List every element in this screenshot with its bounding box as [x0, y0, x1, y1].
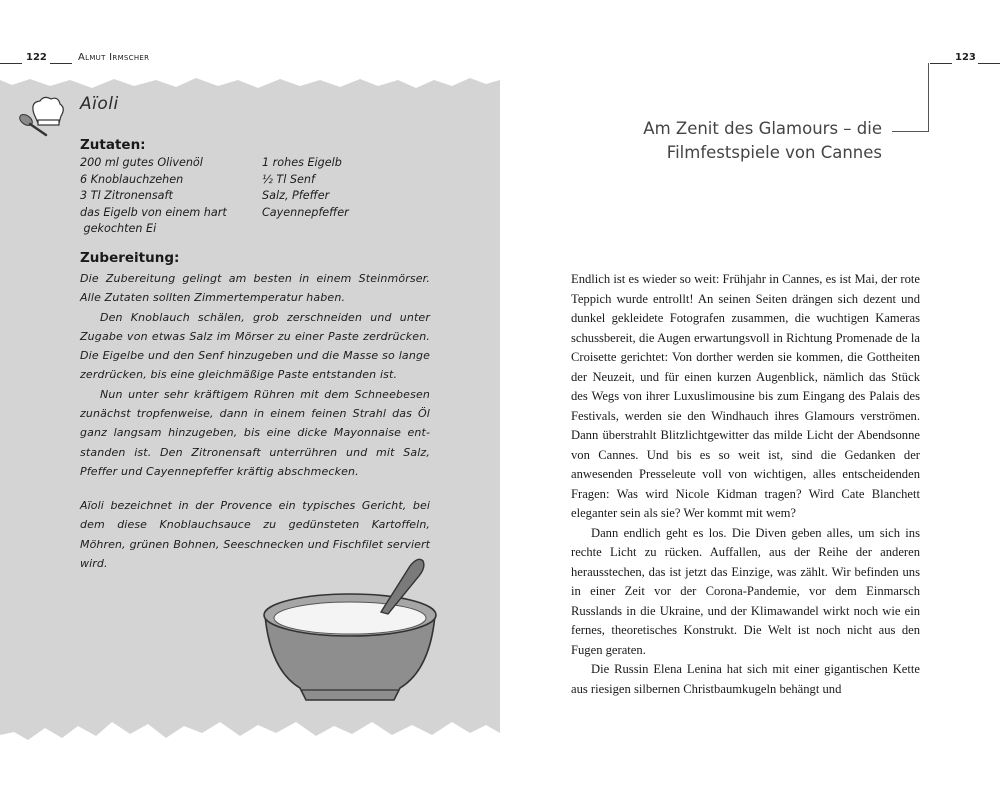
ingredient-item: Cayennepfeffer: [262, 205, 349, 219]
preparation-text: [80, 269, 430, 481]
ingredient-item: gekochten Ei: [80, 222, 157, 235]
ingredients-list-right: [262, 155, 349, 221]
ingredient-item: ½ Tl Senf: [262, 172, 315, 186]
ingredient-item: Salz, Pfeffer: [262, 189, 330, 202]
page-number-left: 122: [26, 52, 47, 63]
ingredient-item: das Eigelb von einem hart: [80, 205, 227, 219]
ingredients-heading: Zutaten:: [80, 137, 146, 153]
ingredient-item: 6 Knoblauchzehen: [80, 172, 184, 186]
recipe-note: Aïoli bezeichnet in der Provence ein typisches Gericht, bei dem diese Knoblauchsauce zu gedünsteten Kartoffeln, Möhren, grünen Bohnen, Seeschnecken und Fischfilet serviert wird.: [80, 499, 430, 570]
header-rule-right-a: [930, 63, 952, 64]
header-rule-right-b: [978, 63, 1000, 64]
ingredients-list-left: [80, 155, 227, 238]
preparation-paragraph: Die Zubereitung gelingt am besten in einem Steinmörser. Alle Zutaten sollten Zimmertemperatur haben.: [80, 272, 430, 305]
preparation-paragraph: Nun unter sehr kräftigem Rühren mit dem Schneebesen zunächst tropfenweise, dann in einem feinen Strahl das Öl ganz langsam hinzugeben, bis eine dicke Mayonnaise entstanden ist. Den Zitronensaft unterrühren und mit Salz, Pfeffer und Cayennepfeffer kräftig abschmecken.: [80, 387, 430, 478]
body-paragraph: Endlich ist es wieder so weit: Frühjahr in Cannes, es ist Mai, der rote Teppich wurde entrollt! An seinen Seiten drängen sich dezent und dunkel gekleidete Fotografen zusammen, die wuchtigen Kameras schussbereit, die Augen erwartungsvoll in Richtung Promenade de la Croisette gerichtet: Von dorther werden sie kommen, die Gottheiten der Neuzeit, und für einen kurzen Augenblick, nämlich das Stück des Wegs von ihrer Luxuslimousine bis zum Eingang des Palais des Festivals, werden sie den Windhauch ihres Glamours verströmen. Dann überstrahlt Blitzlichtgewitter das milde Licht der Abendsonne von Cannes. Und bis es so weit ist, sind die Gedanken der anwesenden Presseleute voll von wichtigen, alles entscheidenden Fragen: Was wird Nicole Kidman tragen? Wird Cate Blanchett eleganter sein als sie? Wer kommt mit wem?: [571, 272, 920, 520]
body-paragraph: Dann endlich geht es los. Die Diven geben alles, um sich ins rechte Licht zu rücken. Auffallen, aus der Reihe der anderen herausstechen, das ist jetzt das Einzige, was zählt. Wir befinden uns in einer Zeit vor der Corona-Pandemie, vor dem Einmarsch Russlands in die Ukraine, und der Klimawandel wirkt noch wie ein fernes, theoretisches Konstrukt. Die Welt ist noch nicht aus den Fugen geraten.: [571, 525, 920, 657]
ingredient-item: 3 Tl Zitronensaft: [80, 189, 173, 202]
preparation-heading: Zubereitung:: [80, 250, 180, 266]
chapter-title: [582, 117, 882, 165]
ingredient-item: 200 ml gutes Olivenöl: [80, 156, 203, 169]
page-number-right: 123: [955, 52, 976, 63]
recipe-title: Aïoli: [80, 94, 119, 114]
preparation-paragraph: Den Knoblauch schälen, grob zerschneiden und unter Zugabe von etwas Salz im Mörser zu einer Paste zerdrücken. Die Eigelbe und den Senf hinzugeben und die Masse so lange zerdrücken, bis eine gleichmäßige Paste entstanden ist.: [80, 310, 430, 382]
chapter-title-line: Filmfestspiele von Cannes: [666, 143, 882, 162]
running-head-author: Almut Irmscher: [78, 52, 150, 63]
chapter-title-rule-horizontal: [892, 131, 929, 132]
ingredient-item: 1 rohes Eigelb: [262, 156, 342, 169]
body-paragraph: Die Russin Elena Lenina hat sich mit einer gigantischen Kette aus riesigen silbernen Christbaumkugeln behängt und: [571, 662, 920, 696]
chapter-title-line: Am Zenit des Glamours – die: [643, 119, 882, 138]
chapter-body-text: [571, 270, 920, 699]
chapter-title-rule-vertical: [928, 63, 929, 132]
